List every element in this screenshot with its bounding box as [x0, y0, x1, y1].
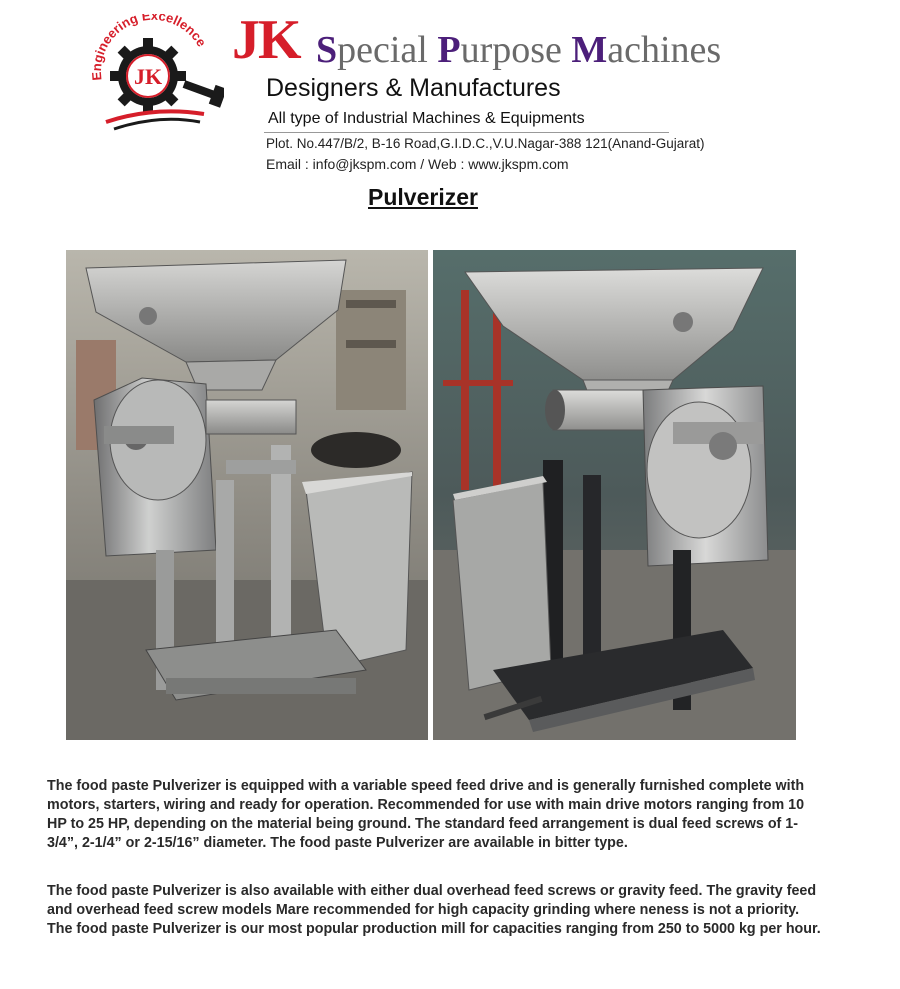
description-paragraph: The food paste Pulverizer is also available with either dual overhead feed screws or gravity feed. The gravity feed and overhead feed screw models Mare recommended for high capacity grinding where neness is not a priority. The food paste Pulverizer is our most popular production mill for capacities ranging from 250 to 5000 kg per hour. [47, 883, 821, 937]
pulverizer-photo-side [433, 250, 796, 740]
company-logo [84, 14, 224, 134]
company-contact: Email : info@jkspm.com / Web : www.jkspm.com [266, 156, 569, 172]
page-title: Pulverizer [368, 184, 478, 210]
brand-jk: JK [232, 9, 300, 71]
sub-tagline: All type of Industrial Machines & Equipments [268, 110, 585, 127]
description-paragraph: The food paste Pulverizer is equipped with a variable speed feed drive and is generally furnished complete with motors, starters, wiring and ready for operation. Recommended for use with main drive motors ranging from 10 HP to 25 HP, depending on the material being ground. The standard feed arrangement is dual feed screws of 1-3/4”, 2-1/4” or 2-15/16” diameter. The food paste Pulverizer are available in bitter type. [47, 778, 805, 851]
pulverizer-photo-front [66, 250, 428, 740]
company-name [232, 9, 872, 71]
company-address: Plot. No.447/B/2, B-16 Road,G.I.D.C.,V.U.Nagar-388 121(Anand-Gujarat) [266, 136, 705, 151]
gear-wrench-logo-icon [84, 14, 224, 134]
brand-special-purpose-machines: Special Purpose Machines [316, 29, 722, 71]
logo-arc-text: Engineering Excellence [88, 14, 210, 82]
header-divider [264, 132, 669, 133]
logo-monogram: JK [133, 64, 163, 89]
tagline: Designers & Manufactures [266, 74, 561, 102]
